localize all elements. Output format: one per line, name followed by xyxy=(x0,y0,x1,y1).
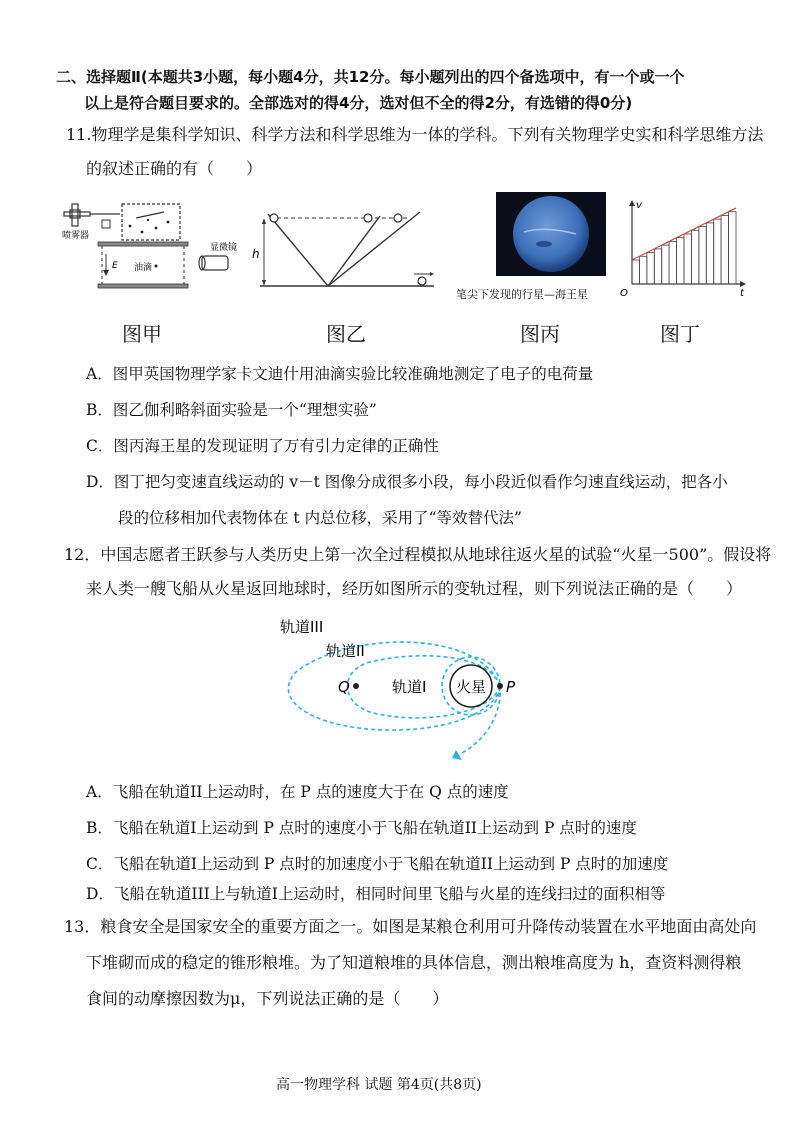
q12-stem-line1: 12．中国志愿者王跃参与人类历史上第一次全过程模拟从地球往返火星的试验“火星一500”。假设将 xyxy=(64,545,772,564)
vt-strip xyxy=(729,212,736,284)
microscope-label: 显微镜 xyxy=(210,243,238,253)
q12-option-c: C．飞船在轨道I上运动到 P 点时的加速度小于飞船在轨道II上运动到 P 点时的加速度 xyxy=(86,855,669,873)
t-axis-label: t xyxy=(740,288,744,299)
q11-option-d-line2: 段的位移相加代表物体在 t 内总位移，采用了“等效替代法” xyxy=(118,509,522,527)
q13-stem-line2: 下堆砌而成的稳定的锥形粮堆。为了知道粮堆的具体信息，测出粮堆高度为 h，查资料测得粮 xyxy=(86,953,742,972)
q11-stem-line1: 11.物理学是集科学知识、科学方法和科学思维为一体的学科。下列有关物理学史实和科学思维方法 xyxy=(66,125,764,144)
figure-ding-vt-graph xyxy=(620,196,750,300)
q12-option-b: B．飞船在轨道I上运动到 P 点时的速度小于飞船在轨道II上运动到 P 点时的速度 xyxy=(86,819,637,837)
page-footer: 高一物理学科 试题 第4页(共8页) xyxy=(276,1077,482,1093)
q11-stem-line2: 的叙述正确的有（ ） xyxy=(86,159,263,178)
figure-jia-caption: 图甲 xyxy=(122,322,162,346)
neptune-caption: 笔尖下发现的行星—海王星 xyxy=(456,288,588,301)
vt-strip xyxy=(654,249,661,284)
vt-strip xyxy=(677,238,684,284)
q13-stem-line3: 食间的动摩擦因数为μ，下列说法正确的是（ ） xyxy=(86,989,449,1008)
vt-strip xyxy=(632,260,639,284)
figure-jia-oil-drop xyxy=(60,198,260,298)
point-q-label: Q xyxy=(338,678,350,696)
q11-option-a: A．图甲英国物理学家卡文迪什用油滴实验比较准确地测定了电子的电荷量 xyxy=(86,365,594,383)
figure-yi-caption: 图乙 xyxy=(326,322,366,346)
q12-option-d: D．飞船在轨道III上与轨道I上运动时，相同时间里飞船与火星的连线扫过的面积相等 xyxy=(86,885,666,903)
q13-stem-line1: 13．粮食安全是国家安全的重要方面之一。如图是某粮仓利用可升降传动装置在水平地面由高处向 xyxy=(64,917,757,936)
figure-yi-inclines xyxy=(250,206,440,296)
q12-option-a: A．飞船在轨道II上运动时，在 P 点的速度大于在 Q 点的速度 xyxy=(86,783,509,801)
figure-bing-caption: 图丙 xyxy=(520,322,560,346)
v-axis-label: v xyxy=(636,200,642,211)
oil-drop-label: 油滴 xyxy=(134,263,153,273)
vt-strip xyxy=(721,215,728,284)
sprayer-label: 喷雾器 xyxy=(62,231,90,241)
vt-strip xyxy=(714,219,721,284)
orbit-1-label: 轨道I xyxy=(392,678,427,696)
section-heading-line2: 以上是符合题目要求的。全部选对的得4分，选对但不全的得2分，有选错的得0分) xyxy=(84,94,633,112)
neptune-icon xyxy=(513,196,589,272)
orbit-2-label: 轨道II xyxy=(326,642,365,660)
vt-strip xyxy=(662,245,669,284)
figure-ding-caption: 图丁 xyxy=(660,322,700,346)
section-heading-line1: 二、选择题Ⅱ(本题共3小题，每小题4分，共12分。每小题列出的四个备选项中，有一个或一个 xyxy=(56,68,685,86)
vt-strip xyxy=(669,241,676,284)
figure-orbits xyxy=(270,610,540,770)
mars-label: 火星 xyxy=(456,678,487,696)
field-label: E xyxy=(112,261,118,271)
figure-bing-neptune xyxy=(496,192,606,276)
orbit-3-label: 轨道III xyxy=(280,618,324,636)
q11-option-c: C．图丙海王星的发现证明了万有引力定律的正确性 xyxy=(86,437,439,455)
vt-strip xyxy=(699,227,706,284)
q11-option-d-line1: D．图丁把匀变速直线运动的 v－t 图像分成很多小段，每小段近似看作匀速直线运动，把各小 xyxy=(86,473,728,491)
vt-strip xyxy=(706,223,713,284)
vt-strip xyxy=(691,230,698,284)
vt-strip xyxy=(647,253,654,284)
q11-option-b: B．图乙伽利略斜面实验是一个“理想实验” xyxy=(86,401,377,419)
height-label: h xyxy=(252,247,260,261)
q12-stem-line2: 来人类一艘飞船从火星返回地球时，经历如图所示的变轨过程，则下列说法正确的是（ ） xyxy=(86,579,743,598)
vt-strip xyxy=(684,234,691,284)
point-p-label: P xyxy=(506,678,516,696)
vt-strip xyxy=(639,256,646,284)
origin-label: O xyxy=(620,288,628,299)
